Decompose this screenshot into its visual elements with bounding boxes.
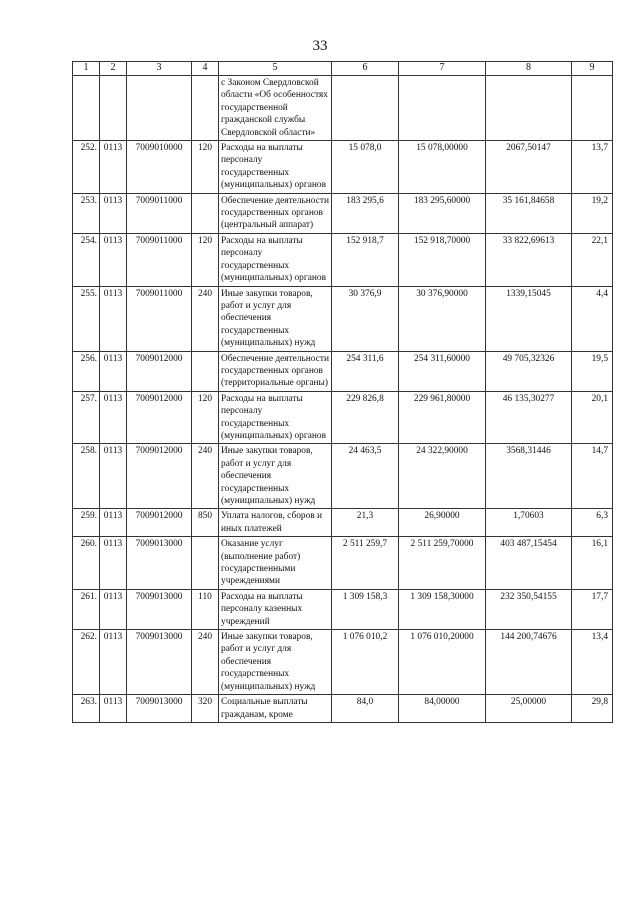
table-cell: Оказание услуг (выполнение работ) государственными учреждениями <box>219 537 332 590</box>
table-cell: 33 822,69613 <box>486 233 572 286</box>
header-row <box>73 62 613 76</box>
table-cell: с Законом Свердловской области «Об особенностях государственной гражданской службы Свердловской области» <box>219 76 332 141</box>
table-cell: 240 <box>192 630 219 695</box>
table-cell: 0113 <box>100 630 127 695</box>
table-cell: 7009013000 <box>127 537 192 590</box>
table-cell: 1,70603 <box>486 509 572 537</box>
table-cell: 120 <box>192 141 219 194</box>
table-row <box>73 630 613 695</box>
table-cell <box>486 76 572 141</box>
table-cell: 13,7 <box>572 141 613 194</box>
table-cell: 152 918,7 <box>332 233 399 286</box>
table-cell: 4,4 <box>572 286 613 351</box>
header-cell: 1 <box>73 62 100 76</box>
budget-table <box>72 61 613 723</box>
table-cell: 254. <box>73 233 100 286</box>
table-cell: 320 <box>192 695 219 723</box>
table-cell: 35 161,84658 <box>486 193 572 233</box>
table-cell: 15 078,00000 <box>399 141 486 194</box>
table-cell: 0113 <box>100 537 127 590</box>
table-cell: 29,8 <box>572 695 613 723</box>
table-cell: 15 078,0 <box>332 141 399 194</box>
table-cell: 1 076 010,2 <box>332 630 399 695</box>
table-cell: 24 322,90000 <box>399 444 486 509</box>
table-cell: 0113 <box>100 391 127 444</box>
table-cell: Уплата налогов, сборов и иных платежей <box>219 509 332 537</box>
table-row <box>73 76 613 141</box>
table-cell: Расходы на выплаты персоналу государственных (муниципальных) органов <box>219 141 332 194</box>
table-cell: 259. <box>73 509 100 537</box>
table-cell <box>100 76 127 141</box>
table-row <box>73 695 613 723</box>
table-cell: 1339,15045 <box>486 286 572 351</box>
table-cell: 1 309 158,30000 <box>399 589 486 629</box>
table-cell: Расходы на выплаты персоналу государственных (муниципальных) органов <box>219 391 332 444</box>
table-cell: 14,7 <box>572 444 613 509</box>
table-cell <box>192 193 219 233</box>
table-cell: Иные закупки товаров, работ и услуг для обеспечения государственных (муниципальных) нужд <box>219 444 332 509</box>
table-row <box>73 286 613 351</box>
table-cell: 0113 <box>100 444 127 509</box>
table-cell: 255. <box>73 286 100 351</box>
table-cell: 260. <box>73 537 100 590</box>
table-cell: 0113 <box>100 509 127 537</box>
table-cell: 49 705,32326 <box>486 351 572 391</box>
table-cell: 257. <box>73 391 100 444</box>
table-row <box>73 537 613 590</box>
table-cell: 7009011000 <box>127 286 192 351</box>
header-cell: 8 <box>486 62 572 76</box>
table-cell: 7009011000 <box>127 193 192 233</box>
table-cell: 20,1 <box>572 391 613 444</box>
table-cell <box>572 76 613 141</box>
table-cell <box>192 76 219 141</box>
table-cell: 0113 <box>100 193 127 233</box>
table-cell: 254 311,6 <box>332 351 399 391</box>
table-cell: 120 <box>192 391 219 444</box>
table-cell: 110 <box>192 589 219 629</box>
table-cell: 229 961,80000 <box>399 391 486 444</box>
header-cell: 9 <box>572 62 613 76</box>
table-cell: 240 <box>192 286 219 351</box>
table-cell: 0113 <box>100 286 127 351</box>
table-cell: Расходы на выплаты персоналу казенных учреждений <box>219 589 332 629</box>
table-cell: 7009010000 <box>127 141 192 194</box>
table-cell: 252. <box>73 141 100 194</box>
table-cell: 25,00000 <box>486 695 572 723</box>
table-cell: 30 376,9 <box>332 286 399 351</box>
table-cell <box>399 76 486 141</box>
header-cell: 2 <box>100 62 127 76</box>
table-cell: 850 <box>192 509 219 537</box>
header-cell: 4 <box>192 62 219 76</box>
table-cell: 0113 <box>100 589 127 629</box>
table-cell: Обеспечение деятельности государственных органов (центральный аппарат) <box>219 193 332 233</box>
table-cell: 263. <box>73 695 100 723</box>
table-cell: 403 487,15454 <box>486 537 572 590</box>
table-row <box>73 141 613 194</box>
table-row <box>73 444 613 509</box>
table-row <box>73 509 613 537</box>
table-cell: 7009012000 <box>127 351 192 391</box>
table-cell: 2 511 259,70000 <box>399 537 486 590</box>
table-row <box>73 351 613 391</box>
table-cell: 254 311,60000 <box>399 351 486 391</box>
table-row <box>73 233 613 286</box>
table-cell: 120 <box>192 233 219 286</box>
table-cell: 7009013000 <box>127 630 192 695</box>
table-cell: 16,1 <box>572 537 613 590</box>
table-cell: 144 200,74676 <box>486 630 572 695</box>
table-cell: 84,0 <box>332 695 399 723</box>
table-cell: 258. <box>73 444 100 509</box>
table-cell: 7009013000 <box>127 695 192 723</box>
table-cell <box>127 76 192 141</box>
table-cell: 46 135,30277 <box>486 391 572 444</box>
header-cell: 7 <box>399 62 486 76</box>
table-cell: 232 350,54155 <box>486 589 572 629</box>
table-cell: 183 295,60000 <box>399 193 486 233</box>
table-cell: Расходы на выплаты персоналу государственных (муниципальных) органов <box>219 233 332 286</box>
table-cell: 19,5 <box>572 351 613 391</box>
table-cell: 21,3 <box>332 509 399 537</box>
table-cell: 26,90000 <box>399 509 486 537</box>
header-cell: 6 <box>332 62 399 76</box>
table-cell <box>192 351 219 391</box>
table-cell: 30 376,90000 <box>399 286 486 351</box>
table-cell: 22,1 <box>572 233 613 286</box>
table-cell <box>192 537 219 590</box>
table-cell <box>332 76 399 141</box>
page-number: 33 <box>312 38 328 54</box>
table-cell: Иные закупки товаров, работ и услуг для обеспечения государственных (муниципальных) нужд <box>219 630 332 695</box>
table-cell: 24 463,5 <box>332 444 399 509</box>
table-cell: 84,00000 <box>399 695 486 723</box>
table-cell: 3568,31446 <box>486 444 572 509</box>
table-cell: 0113 <box>100 141 127 194</box>
table-cell: 253. <box>73 193 100 233</box>
table-cell: 229 826,8 <box>332 391 399 444</box>
table-cell: 0113 <box>100 695 127 723</box>
table-cell: 2 511 259,7 <box>332 537 399 590</box>
table-cell: 7009013000 <box>127 589 192 629</box>
table-cell: Социальные выплаты гражданам, кроме <box>219 695 332 723</box>
table-cell: 261. <box>73 589 100 629</box>
table-cell: 6,3 <box>572 509 613 537</box>
table-cell: Обеспечение деятельности государственных органов (территориальные органы) <box>219 351 332 391</box>
header-cell: 5 <box>219 62 332 76</box>
table-cell: 256. <box>73 351 100 391</box>
table-cell <box>73 76 100 141</box>
table-cell: 262. <box>73 630 100 695</box>
header-cell: 3 <box>127 62 192 76</box>
table-cell: 0113 <box>100 351 127 391</box>
table-cell: 7009012000 <box>127 391 192 444</box>
table-cell: 0113 <box>100 233 127 286</box>
table-cell: 183 295,6 <box>332 193 399 233</box>
table-cell: 17,7 <box>572 589 613 629</box>
table-cell: 152 918,70000 <box>399 233 486 286</box>
table-row <box>73 193 613 233</box>
table-cell: 1 076 010,20000 <box>399 630 486 695</box>
table-body <box>73 76 613 723</box>
table-cell: 1 309 158,3 <box>332 589 399 629</box>
table-cell: 13,4 <box>572 630 613 695</box>
table-cell: 7009012000 <box>127 509 192 537</box>
table-cell: 240 <box>192 444 219 509</box>
table-row <box>73 589 613 629</box>
table-cell: 7009011000 <box>127 233 192 286</box>
table-cell: Иные закупки товаров, работ и услуг для обеспечения государственных (муниципальных) нужд <box>219 286 332 351</box>
table-cell: 19,2 <box>572 193 613 233</box>
table-cell: 2067,50147 <box>486 141 572 194</box>
table-cell: 7009012000 <box>127 444 192 509</box>
table-row <box>73 391 613 444</box>
